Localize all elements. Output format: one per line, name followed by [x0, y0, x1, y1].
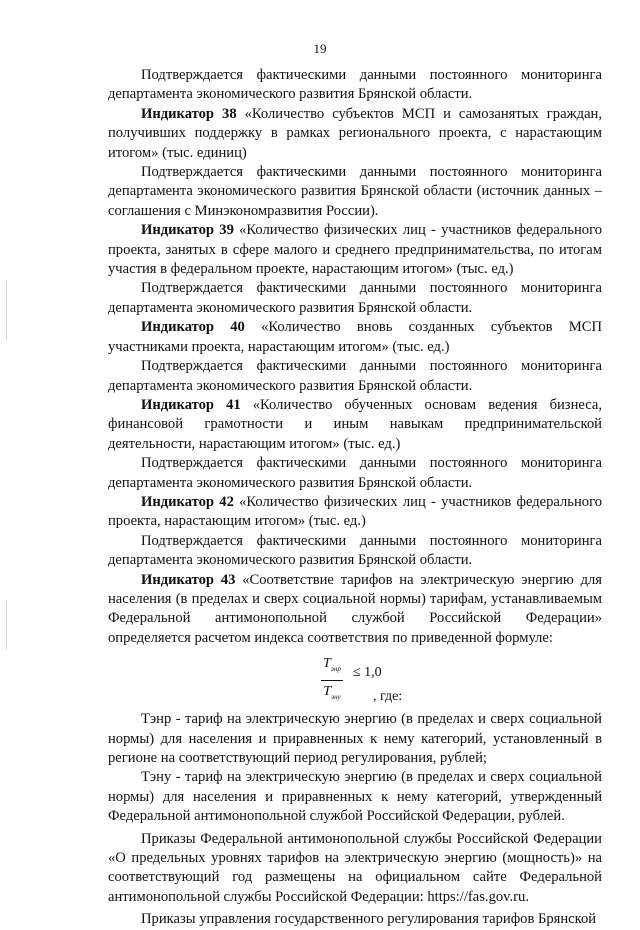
indicator-label: Индикатор 40 — [141, 319, 245, 336]
paragraph: Подтверждается фактическими данными постоянного мониторинга департамента экономического развития Брянской области. — [108, 280, 602, 316]
indicator-42-paragraph: Индикатор 42 «Количество физических лиц - участников федерального проекта, нарастающим итогом» (тыс. ед.) — [108, 493, 602, 530]
indicator-43-paragraph: Индикатор 43 «Соответствие тарифов на электрическую энергию для населения (в пределах и сверх социальной нормы) тарифам, устанавливаемым Федеральной антимонопольной службой Российской Федерации» определяется расчетом индекса соответствия по приведенной формуле: — [108, 571, 602, 646]
paragraph: Подтверждается фактическими данными постоянного мониторинга департамента экономического развития Брянской области (источник данных – соглашения с Минэкономразвития России). — [108, 164, 602, 219]
formula-relation: ≤ 1,0 — [353, 665, 382, 681]
definition-paragraph: Тэнр - тариф на электрическую энергию (в пределах и сверх социальной нормы) для населения и приравненных к нему категорий, установленный в регионе на соответствующий период регулирования, рублей; — [108, 711, 602, 766]
indicator-label: Индикатор 39 — [141, 222, 234, 239]
formula-suffix: , где: — [373, 689, 403, 705]
paragraph: Подтверждается фактическими данными постоянного мониторинга департамента экономического развития Брянской области. — [108, 455, 602, 491]
tariff-formula — [108, 652, 602, 710]
indicator-label: Индикатор 43 — [141, 571, 236, 588]
scan-margin-mark — [6, 280, 7, 340]
indicator-label: Индикатор 41 — [141, 396, 241, 413]
paragraph: Приказы управления государственного регулирования тарифов Брянской — [141, 911, 597, 928]
document-body — [108, 66, 602, 930]
definition-paragraph: Тэну - тариф на электрическую энергию (в пределах и сверх социальной нормы) для населения и приравненных к нему категорий, утвержденный Федеральной антимонопольной службой Российской Федерации, рублей. — [108, 769, 602, 825]
formula-fraction — [321, 654, 343, 707]
paragraph: Подтверждается фактическими данными постоянного мониторинга департамента экономического развития Брянской области. — [108, 358, 602, 394]
formula-denominator: $T_{эну}$ — [323, 684, 341, 702]
formula-numerator: $T_{энр}$ — [321, 654, 343, 681]
page-number: 19 — [313, 41, 327, 56]
indicator-label: Индикатор 38 — [141, 105, 237, 122]
paragraph: Подтверждается фактическими данными постоянного мониторинга департамента экономического развития Брянской области. — [108, 532, 602, 569]
scan-margin-mark — [6, 600, 7, 650]
paragraph: Приказы Федеральной антимонопольной службы Российской Федерации «О предельных уровнях тарифов на электрическую энергию (мощность)» на соответствующий год размещены на официальном сайте Федеральной антимонопольной службы Российской Федерации: https://fas.gov.ru. — [108, 830, 602, 905]
paragraph: Подтверждается фактическими данными постоянного мониторинга департамента экономического развития Брянской области. — [108, 67, 602, 103]
indicator-label: Индикатор 42 — [141, 493, 234, 510]
indicator-38-paragraph: Индикатор 38 «Количество субъектов МСП и самозанятых граждан, получивших поддержку в рамках регионального проекта, с нарастающим итогом» (тыс. единиц) — [108, 105, 602, 161]
indicator-39-paragraph: Индикатор 39 «Количество физических лиц - участников федерального проекта, занятых в сфере малого и среднего предпринимательства, по итогам участия в федеральном проекте, нарастающим итогом» (тыс. ед.) — [108, 222, 602, 278]
indicator-40-paragraph: Индикатор 40 «Количество вновь созданных субъектов МСП участниками проекта, нарастающим итогом» (тыс. ед.) — [108, 319, 602, 355]
indicator-41-paragraph: Индикатор 41 «Количество обученных основам ведения бизнеса, финансовой грамотности и иным навыкам предпринимательской деятельности, нарастающим итогом» (тыс. ед.) — [108, 396, 603, 452]
